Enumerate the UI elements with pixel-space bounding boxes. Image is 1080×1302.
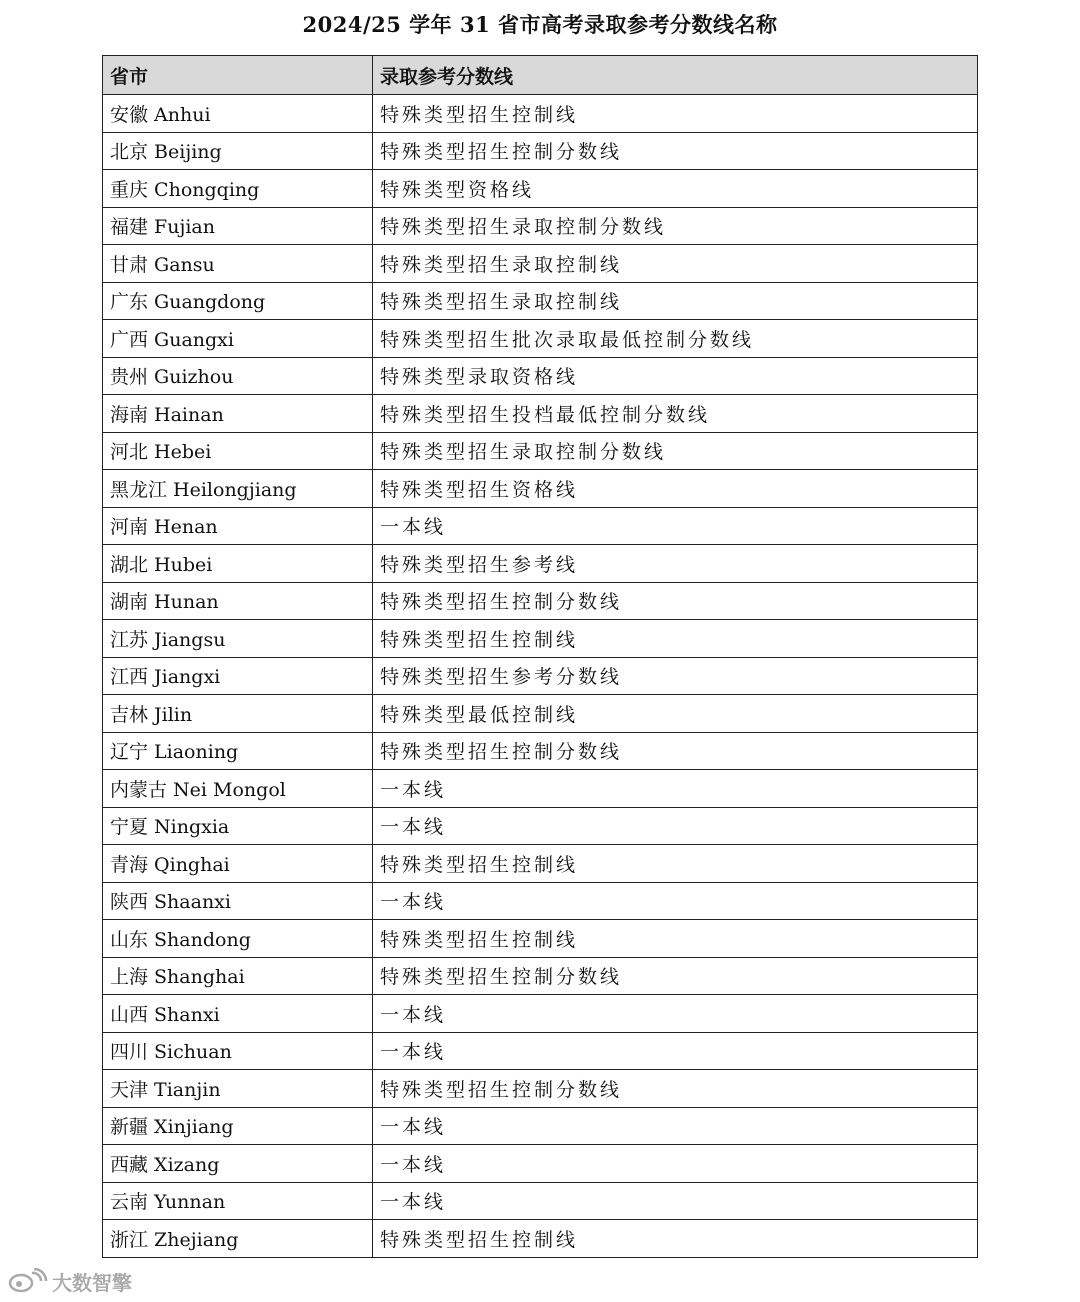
admission-line-cell: 一本线 <box>373 1145 978 1183</box>
table-row <box>103 620 978 658</box>
table-body <box>103 95 978 1258</box>
table-row <box>103 732 978 770</box>
province-cell: 福建 Fujian <box>103 207 373 245</box>
province-cell: 江苏 Jiangsu <box>103 620 373 658</box>
province-cell: 广东 Guangdong <box>103 282 373 320</box>
province-cell: 北京 Beijing <box>103 132 373 170</box>
table-row <box>103 282 978 320</box>
table-row <box>103 920 978 958</box>
province-cell: 甘肃 Gansu <box>103 245 373 283</box>
admission-line-cell: 一本线 <box>373 1182 978 1220</box>
province-cell: 山东 Shandong <box>103 920 373 958</box>
province-cell: 重庆 Chongqing <box>103 170 373 208</box>
admission-line-cell: 特殊类型招生控制线 <box>373 95 978 133</box>
province-cell: 陕西 Shaanxi <box>103 882 373 920</box>
admission-line-cell: 特殊类型招生控制分数线 <box>373 732 978 770</box>
table-row <box>103 1107 978 1145</box>
table-row <box>103 245 978 283</box>
province-cell: 西藏 Xizang <box>103 1145 373 1183</box>
province-cell: 河北 Hebei <box>103 432 373 470</box>
province-cell: 辽宁 Liaoning <box>103 732 373 770</box>
admission-line-cell: 特殊类型招生录取控制线 <box>373 245 978 283</box>
admission-line-cell: 特殊类型招生投档最低控制分数线 <box>373 395 978 433</box>
admission-line-cell: 特殊类型招生资格线 <box>373 470 978 508</box>
table-row <box>103 695 978 733</box>
table-row <box>103 770 978 808</box>
admission-line-cell: 特殊类型招生控制线 <box>373 845 978 883</box>
admission-line-cell: 特殊类型招生录取控制线 <box>373 282 978 320</box>
table-row <box>103 470 978 508</box>
admission-line-cell: 特殊类型招生录取控制分数线 <box>373 432 978 470</box>
province-cell: 云南 Yunnan <box>103 1182 373 1220</box>
table-row <box>103 882 978 920</box>
admission-line-cell: 特殊类型招生控制线 <box>373 620 978 658</box>
table-row <box>103 432 978 470</box>
table-row <box>103 207 978 245</box>
table-row <box>103 507 978 545</box>
province-cell: 宁夏 Ningxia <box>103 807 373 845</box>
admission-line-cell: 特殊类型招生录取控制分数线 <box>373 207 978 245</box>
admission-line-cell: 特殊类型资格线 <box>373 170 978 208</box>
admission-line-cell: 一本线 <box>373 770 978 808</box>
table-row <box>103 1220 978 1258</box>
admission-line-cell: 特殊类型招生参考线 <box>373 545 978 583</box>
admission-line-cell: 特殊类型招生控制分数线 <box>373 582 978 620</box>
watermark-text: 大数智擎 <box>52 1270 132 1295</box>
table-row <box>103 657 978 695</box>
table-row <box>103 957 978 995</box>
admission-line-cell: 一本线 <box>373 507 978 545</box>
table-row <box>103 395 978 433</box>
table-header-row <box>103 56 978 95</box>
province-cell: 湖北 Hubei <box>103 545 373 583</box>
admission-line-cell: 一本线 <box>373 995 978 1033</box>
header-admission-line: 录取参考分数线 <box>373 56 978 95</box>
province-cell: 河南 Henan <box>103 507 373 545</box>
province-cell: 新疆 Xinjiang <box>103 1107 373 1145</box>
province-cell: 江西 Jiangxi <box>103 657 373 695</box>
province-cell: 安徽 Anhui <box>103 95 373 133</box>
admission-line-cell: 特殊类型招生控制分数线 <box>373 1070 978 1108</box>
province-cell: 黑龙江 Heilongjiang <box>103 470 373 508</box>
province-cell: 山西 Shanxi <box>103 995 373 1033</box>
table-row <box>103 545 978 583</box>
admission-line-cell: 特殊类型最低控制线 <box>373 695 978 733</box>
table-row <box>103 1182 978 1220</box>
province-cell: 贵州 Guizhou <box>103 357 373 395</box>
document-title: 2024/25 学年 31 省市高考录取参考分数线名称 <box>302 12 778 37</box>
province-cell: 吉林 Jilin <box>103 695 373 733</box>
province-cell: 青海 Qinghai <box>103 845 373 883</box>
province-cell: 上海 Shanghai <box>103 957 373 995</box>
admission-line-cell: 一本线 <box>373 882 978 920</box>
admission-line-cell: 特殊类型招生参考分数线 <box>373 657 978 695</box>
weibo-logo-icon <box>8 1268 48 1294</box>
table-row <box>103 132 978 170</box>
admission-line-cell: 特殊类型招生控制线 <box>373 1220 978 1258</box>
admission-line-cell: 特殊类型录取资格线 <box>373 357 978 395</box>
admission-line-cell: 一本线 <box>373 1032 978 1070</box>
province-cell: 湖南 Hunan <box>103 582 373 620</box>
province-cell: 广西 Guangxi <box>103 320 373 358</box>
admission-line-cell: 一本线 <box>373 1107 978 1145</box>
table-row <box>103 170 978 208</box>
table-row <box>103 1145 978 1183</box>
admission-line-cell: 特殊类型招生控制线 <box>373 920 978 958</box>
table-row <box>103 582 978 620</box>
table-row <box>103 845 978 883</box>
watermark <box>8 1266 132 1296</box>
header-province: 省市 <box>103 56 373 95</box>
admission-line-table <box>102 55 978 1258</box>
table-row <box>103 320 978 358</box>
table-row <box>103 357 978 395</box>
province-cell: 内蒙古 Nei Mongol <box>103 770 373 808</box>
table-row <box>103 807 978 845</box>
province-cell: 海南 Hainan <box>103 395 373 433</box>
table-row <box>103 95 978 133</box>
province-cell: 天津 Tianjin <box>103 1070 373 1108</box>
table-row <box>103 995 978 1033</box>
admission-line-cell: 特殊类型招生控制分数线 <box>373 957 978 995</box>
province-cell: 浙江 Zhejiang <box>103 1220 373 1258</box>
table-row <box>103 1032 978 1070</box>
admission-line-cell: 特殊类型招生批次录取最低控制分数线 <box>373 320 978 358</box>
admission-line-cell: 特殊类型招生控制分数线 <box>373 132 978 170</box>
admission-line-cell: 一本线 <box>373 807 978 845</box>
province-cell: 四川 Sichuan <box>103 1032 373 1070</box>
table-row <box>103 1070 978 1108</box>
